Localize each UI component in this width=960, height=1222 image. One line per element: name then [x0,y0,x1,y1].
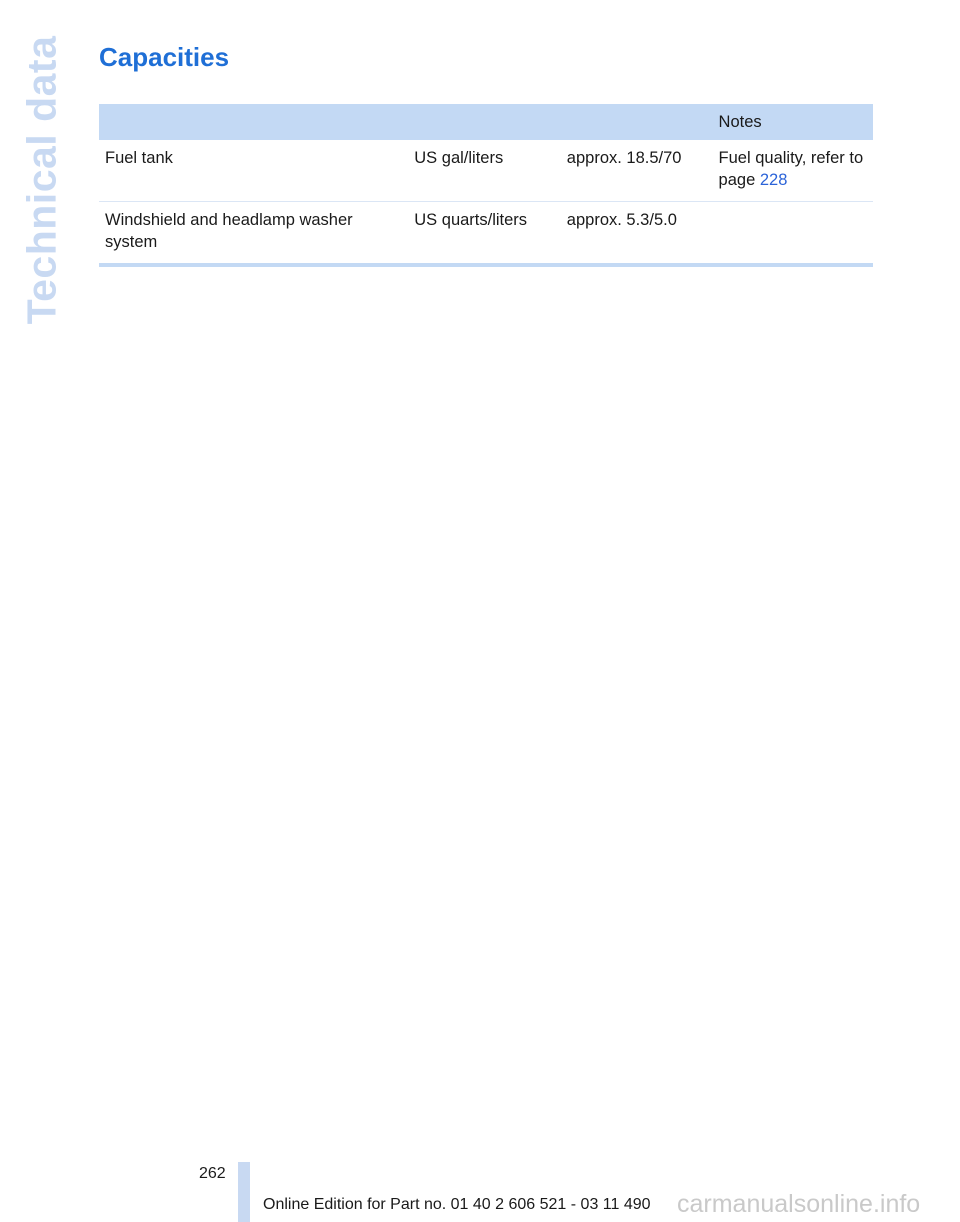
cell-item: Fuel tank [99,140,408,202]
cell-notes [713,202,873,266]
header-cell-capacity [561,104,713,140]
note-text: Fuel quality, refer to page [718,149,864,189]
watermark: carmanualsonline.info [677,1190,921,1218]
capacities-table [99,104,873,267]
table-header-row [99,104,873,140]
cell-item: Windshield and headlamp washer system [99,202,408,266]
page-number: 262 [199,1165,226,1182]
header-cell-unit [408,104,561,140]
section-side-tab [18,35,65,325]
cell-unit: US quarts/liters [408,202,561,266]
footer-accent-bar [238,1162,250,1222]
cell-unit: US gal/liters [408,140,561,202]
edition-text: Online Edition for Part no. 01 40 2 606 521 - 03 11 490 [263,1196,651,1213]
cell-notes [713,140,873,202]
table-row [99,140,873,202]
table-row [99,202,873,266]
header-cell-notes: Notes [713,104,873,140]
header-cell-item [99,104,408,140]
section-side-tab-label: Technical data [18,35,65,325]
page-reference-link[interactable]: 228 [759,171,788,189]
cell-capacity: approx. 5.3/5.0 [561,202,713,266]
cell-capacity: approx. 18.5/70 [561,140,713,202]
page-title: Capacities [99,42,230,72]
